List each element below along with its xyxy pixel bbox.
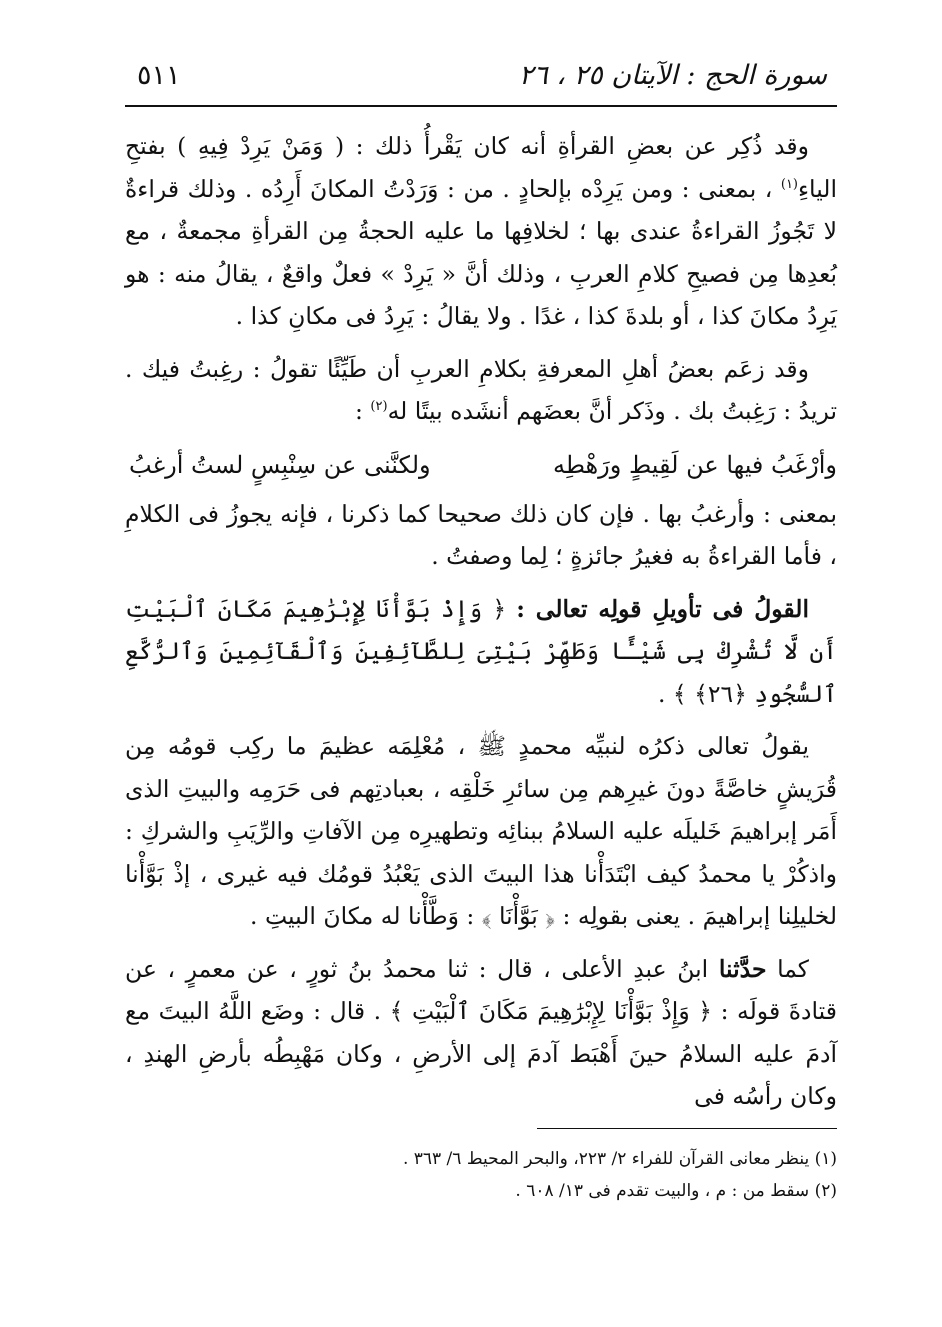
verse-first-hemistich: وأرْغَبُ فيها عن لَقِيطٍ ورَهْطِه bbox=[552, 450, 837, 479]
paragraph-2-text: وقد زعَم بعضُ أهلِ المعرفةِ بكلامِ العربِ أن طَيِّئًا تقولُ : رغِبتُ فيك . تريدُ : رَغِبتُ بك . وذَكر أنَّ بعضَهم أنشَده بيتًا له bbox=[125, 354, 837, 425]
paragraph-1-text: وقد ذُكِر عن بعضِ القرأةِ أنه كان يَقْرأُ ذلك : ( وَمَنْ يَرِدْ فِيهِ ) بفتحِ الياءِ bbox=[125, 132, 837, 203]
paragraph-4-lead: كما bbox=[777, 954, 809, 983]
header-rule bbox=[125, 105, 837, 107]
running-title: سورة الحج : الآيتان ٢٥ ، ٢٦ bbox=[518, 60, 827, 91]
paragraph-2 bbox=[125, 348, 837, 433]
section-heading: القولُ فى تأويلِ قولِه تعالى : bbox=[516, 594, 809, 623]
page-header bbox=[125, 60, 837, 105]
paragraph-1-tail: ، بمعنى : ومن يَرِدْه بإلحادٍ . من : وَرَدْتُ المكانَ أَرِدُه . وذلك قراءةٌ لا تَجُوزُ القراءةُ عندى بها ؛ لخلافِها ما عليه الحجةُ مِن القرأةِ مجمعةٌ ، مع بُعدِها مِن فصيحِ كلامِ العربِ ، وذلك أنَّ « يَرِدْ » فعلٌ واقعٌ ، يقالُ منه : هو يَرِدُ مكانَ كذا ، أو بلدةَ كذا ، غدًا . ولا يقالُ : يَرِدُ فى مكانِ كذا . bbox=[125, 174, 837, 330]
footnote-2: (٢) سقط من : م ، والبيت تقدم فى ١٣/ ٦٠٨ . bbox=[515, 1180, 837, 1201]
verse-second-hemistich: ولكنَّنى عن سِنْبِسٍ لستُ أرغبُ bbox=[129, 450, 431, 479]
paragraph-2-tail: : bbox=[355, 397, 371, 425]
paragraph-1 bbox=[125, 125, 837, 338]
after-verse-paragraph: بمعنى : وأرغبُ بها . فإن كان ذلك صحيحا كما ذكرنا ، فإنه يجوزُ فى الكلامِ ، فأما القراءةُ به فغيرُ جائزةٍ ؛ لِما وصفتُ . bbox=[125, 499, 837, 570]
footnote-ref-1: (١) bbox=[780, 176, 798, 192]
poetry-verse bbox=[125, 443, 837, 487]
quran-verse: ﴿ وَإِذْ بَوَّأْنَا لِإِبْرَٰهِيمَ مَكَانَ ٱلْبَيْتِ أَن لَّا تُشْرِكْ بِى شَيْـًٔا وَطَهِّرْ بَيْتِىَ لِلطَّآئِفِينَ وَٱلْقَآئِمِينَ وَٱلرُّكَّعِ ٱلسُّجُودِ ﴿٢٦﴾ ﴾ . bbox=[125, 594, 837, 708]
footnote-rule bbox=[537, 1128, 837, 1129]
footnotes bbox=[125, 1143, 837, 1207]
page-body bbox=[125, 125, 837, 1118]
footnote-ref-2: (٢) bbox=[370, 399, 388, 415]
page-number: ٥١١ bbox=[137, 60, 181, 91]
footnote-1: (١) ينظر معانى القرآن للفراء ٢/ ٢٢٣، والبحر المحيط ٦/ ٣٦٣ . bbox=[402, 1148, 837, 1169]
haddathana-word: حدَّثنا bbox=[718, 954, 767, 983]
paragraph-4 bbox=[125, 948, 837, 1118]
paragraph-3: يقولُ تعالى ذكرُه لنبيِّه محمدٍ ﷺ ، مُعْلِمَه عظيمَ ما ركِب قومُه مِن قُرَيشٍ خاصَّةً دونَ غيرِهم مِن سائرِ خَلْقِه ، بعبادتِهم فى حَرَمِه والبيتِ الذى أَمَر إبراهيمَ خَليلَه عليه السلامُ ببنائِه وتطهيرِه مِن الآفاتِ والرِّيَبِ والشركِ : واذكُرْ يا محمدُ كيف ابْتَدَأْنا هذا البيتَ الذى يَعْبُدُ قومُك فيه غيرى ، إذْ بَوَّأْنا لخليلِنا إبراهيمَ . يعنى بقولِه : ﴿ بَوَّأْنَا ﴾ : وَطَّأْنا له مكانَ البيتِ . bbox=[125, 732, 837, 930]
section-paragraph bbox=[125, 588, 837, 716]
paragraph-4-text: ابنُ عبدِ الأعلى ، قال : ثنا محمدُ بنُ ثورٍ ، عن معمرٍ ، عن قتادةَ قولَه : ﴿ وَإِذْ بَوَّأْنَا لِإِبْرَٰهِيمَ مَكَانَ ٱلْبَيْتِ ﴾ . قال : وضَع اللَّهُ البيتَ مع آدمَ عليه السلامُ حينَ أَهْبَط آدمَ إلى الأرضِ ، وكان مَهْبِطُه بأرضِ الهندِ ، وكان رأسُه فى bbox=[125, 954, 837, 1110]
